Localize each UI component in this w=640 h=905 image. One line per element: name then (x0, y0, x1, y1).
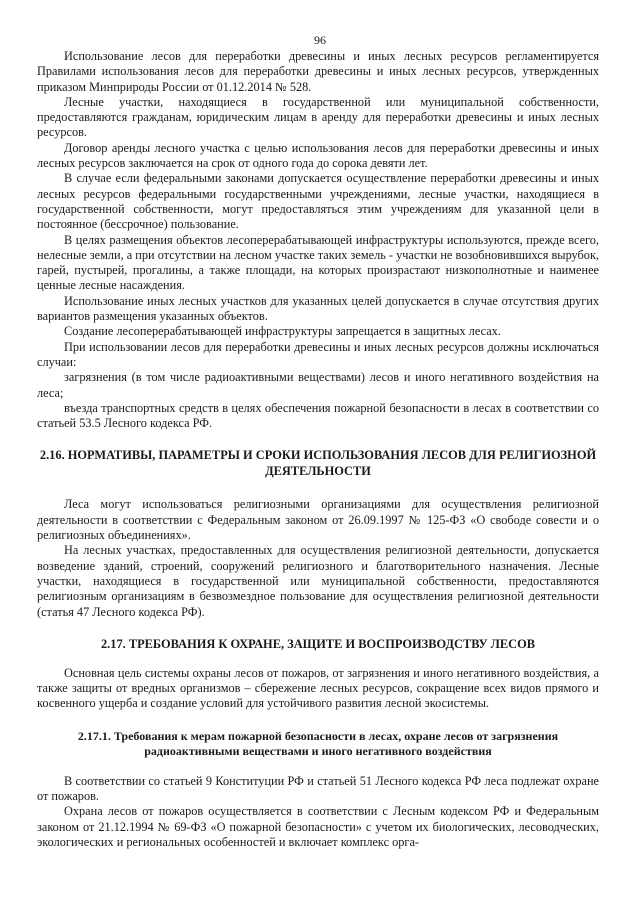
paragraph: Леса могут использоваться религиозными организациями для осуществления религиозной деятельности в соответствии с Федеральным законом от 26.09.1997 № 125-ФЗ «О свободе совести и о религиозных объединениях». (37, 497, 599, 543)
paragraph: На лесных участках, предоставленных для осуществления религиозной деятельности, допускается возведение зданий, строений, сооружений религиозного и благотворительного назначения. Лесные участки, находящиеся в государственной или муниципальной собственности, предоставляются религиозным организациям в безвозмездное пользование для осуществления религиозной деятельности (статья 47 Лесного кодекса РФ). (37, 543, 599, 619)
paragraph: Охрана лесов от пожаров осуществляется в соответствии с Лесным кодексом РФ и Федеральным законом от 21.12.1994 № 69-ФЗ «О пожарной безопасности» с учетом их биологических, лесоводческих, экологических и региональных особенностей и включает комплекс орга- (37, 804, 599, 849)
subsection-heading-2-17-1: 2.17.1. Требования к мерам пожарной безопасности в лесах, охране лесов от загрязнения радиоактивными веществами и иного негативного воздействия (77, 728, 559, 758)
paragraph: Основная цель системы охраны лесов от пожаров, от загрязнения и иного негативного воздействия, а также защиты от вредных организмов – сбережение лесных ресурсов, сокращение всех видов прямого и косвенного ущерба и создание условий для устойчивого развития лесной экосистемы. (37, 665, 599, 711)
paragraph: В случае если федеральными законами допускается осуществление переработки древесины и иных лесных ресурсов федеральными государственными учреждениями, лесные участки, находящиеся в государственной собственности, могут предоставляться этим учреждениям для указанной цели в постоянное (бессрочное) пользование. (37, 171, 599, 232)
paragraph: Создание лесоперерабатывающей инфраструктуры запрещается в защитных лесах. (64, 324, 501, 339)
list-item: загрязнения (в том числе радиоактивными веществами) лесов и иного негативного воздействия на леса; (37, 370, 599, 400)
paragraph: Лесные участки, находящиеся в государственной или муниципальной собственности, предоставляются гражданам, юридическим лицам в аренду для переработки древесины и иных лесных ресурсов. (37, 94, 599, 140)
page-number: 96 (314, 33, 326, 47)
paragraph: В соответствии со статьей 9 Конституции РФ и статьей 51 Лесного кодекса РФ леса подлежат охране от пожаров. (37, 773, 599, 803)
page-body (37, 49, 599, 850)
paragraph: При использовании лесов для переработки древесины и иных лесных ресурсов должны исключаться случаи: (37, 339, 599, 369)
section-heading-2-16: 2.16. НОРМАТИВЫ, ПАРАМЕТРЫ И СРОКИ ИСПОЛЬЗОВАНИЯ ЛЕСОВ ДЛЯ РЕЛИГИОЗНОЙ ДЕЯТЕЛЬНОСТИ (39, 448, 597, 479)
paragraph: Использование иных лесных участков для указанных целей допускается в случае отсутствия других вариантов размещения указанных объектов. (37, 293, 599, 324)
paragraph: Договор аренды лесного участка с целью использования лесов для переработки древесины и иных лесных ресурсов заключается на срок от одного года до сорока девяти лет. (37, 140, 599, 171)
paragraph: Использование лесов для переработки древесины и иных лесных ресурсов регламентируется Правилами использования лесов для переработки древесины и иных лесных ресурсов, утвержденных приказом Минприроды России от 01.12.2014 № 528. (37, 49, 599, 94)
list-item: въезда транспортных средств в целях обеспечения пожарной безопасности в лесах в соответствии со статьей 53.5 Лесного кодекса РФ. (37, 400, 599, 431)
paragraph: В целях размещения объектов лесоперерабатывающей инфраструктуры используются, прежде всего, нелесные земли, а при отсутствии на лесном участке таких земель - участки не возобновившихся вырубок, гарей, пустырей, прогалины, а также площади, на которых произрастают низкополнотные и наименее ценные лесные насаждения. (37, 232, 599, 293)
section-heading-2-17: 2.17. ТРЕБОВАНИЯ К ОХРАНЕ, ЗАЩИТЕ И ВОСПРОИЗВОДСТВУ ЛЕСОВ (100, 636, 536, 651)
